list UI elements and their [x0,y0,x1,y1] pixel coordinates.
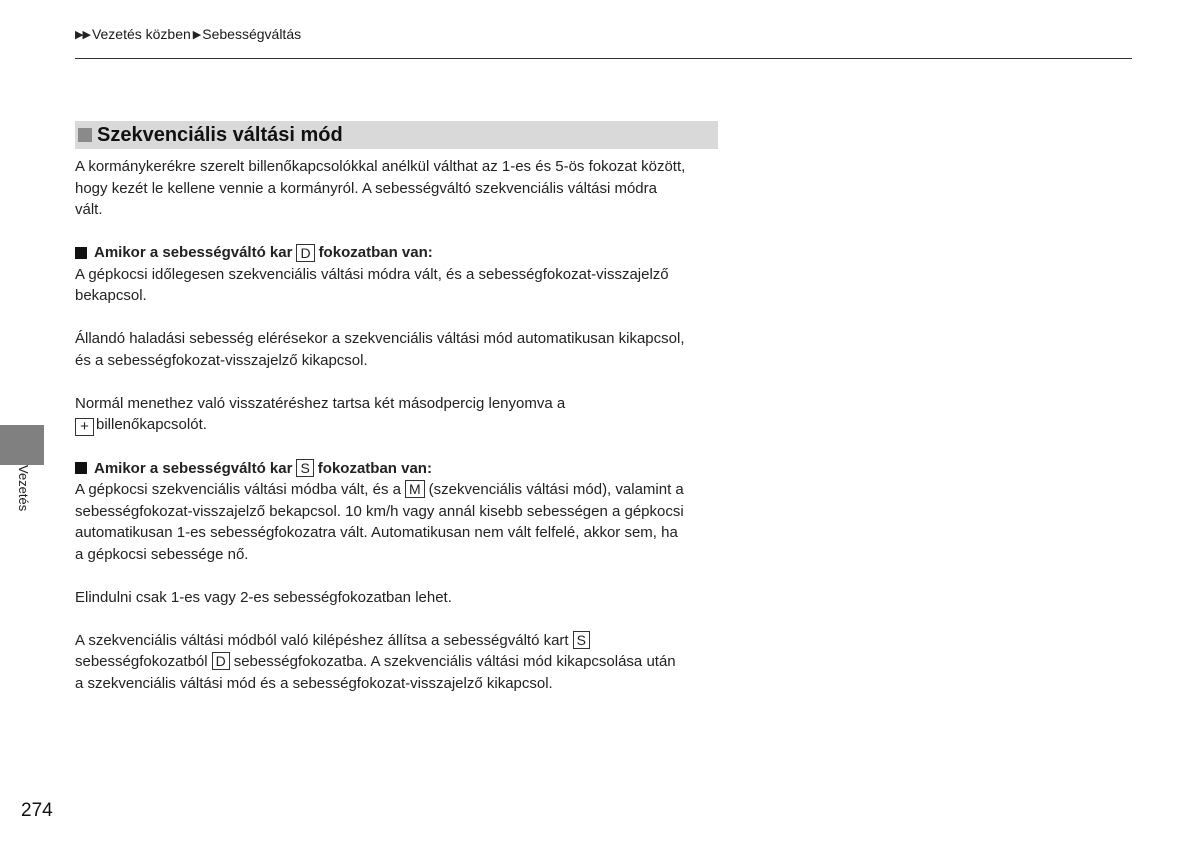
paragraph-line: és a sebességfokozat-visszajelző kikapcsol. [75,351,368,369]
section-title: Szekvenciális váltási mód [97,123,343,146]
paragraph-line: A gépkocsi időlegesen szekvenciális váltási módra vált, és a sebességfokozat-visszajelző [75,265,669,283]
subsection-heading-s: Amikor a sebességváltó kar S fokozatban van: [75,458,725,480]
bullet-square-icon [75,462,87,474]
section-body [75,156,725,694]
triangle-right-icon: ▶ [192,28,202,41]
key-d-icon: D [296,244,314,262]
paragraph-line: Elindulni csak 1-es vagy 2-es sebességfokozatban lehet. [75,588,452,606]
paragraph-line: a szekvenciális váltási mód és a sebességfokozat-visszajelző kikapcsol. [75,674,553,692]
chapter-tab-label-wrap [13,465,33,525]
key-d-icon: D [212,652,230,670]
square-icon [78,128,92,142]
key-m-icon: M [405,480,425,498]
paragraph-line: Állandó haladási sebesség elérésekor a szekvenciális váltási mód automatikusan kikapcsol, [75,330,685,347]
section-header [75,121,718,149]
header-divider [75,58,1132,59]
paragraph-line: Normál menethez való visszatéréshez tartsa két másodpercig lenyomva a [75,394,566,412]
paragraph-line: a gépkocsi sebessége nő. [75,545,249,563]
paragraph-line: automatikusan 1-es sebességfokozatra vált. Automatikusan nem vált felfelé, akkor sem, ha [75,524,678,541]
triangle-right-icon: ▶ [82,28,91,41]
plus-key-icon: + [75,418,94,436]
paragraph-line: A gépkocsi szekvenciális váltási módba vált, és a M (szekvenciális váltási mód), valamint a [75,481,684,498]
paragraph-line: hogy kezét le kellene vennie a kormányról. A sebességváltó szekvenciális váltási módra [75,179,657,197]
chapter-tab[interactable] [0,425,44,465]
paragraph-line: bekapcsol. [75,287,147,304]
subsection-heading-d: Amikor a sebességváltó kar D fokozatban van: [75,242,725,264]
paragraph-line: vált. [75,201,103,218]
paragraph-line: + billenőkapcsolót. [75,414,725,436]
triangle-right-icon: ▶ [75,28,84,41]
paragraph-line: A kormánykerékre szerelt billenőkapcsolókkal anélkül válthat az 1-es és 5-ös fokozat között, [75,158,686,175]
page-number: 274 [21,800,53,821]
paragraph-line: sebességfokozat-visszajelző bekapcsol. 10 km/h vagy annál kisebb sebességen a gépkocsi [75,502,684,520]
breadcrumb-item[interactable]: Vezetés közben [91,26,191,42]
bullet-square-icon [75,247,87,259]
breadcrumb-item[interactable]: Sebességváltás [202,26,302,42]
paragraph-line: sebességfokozatból D sebességfokozatba. A szekvenciális váltási mód kikapcsolása után [75,653,676,670]
key-s-icon: S [296,459,313,477]
key-s-icon: S [573,631,590,649]
chapter-tab-label: Vezetés [16,465,31,512]
breadcrumb [75,26,303,42]
paragraph-line: A szekvenciális váltási módból való kilépéshez állítsa a sebességváltó kart S [75,630,725,652]
